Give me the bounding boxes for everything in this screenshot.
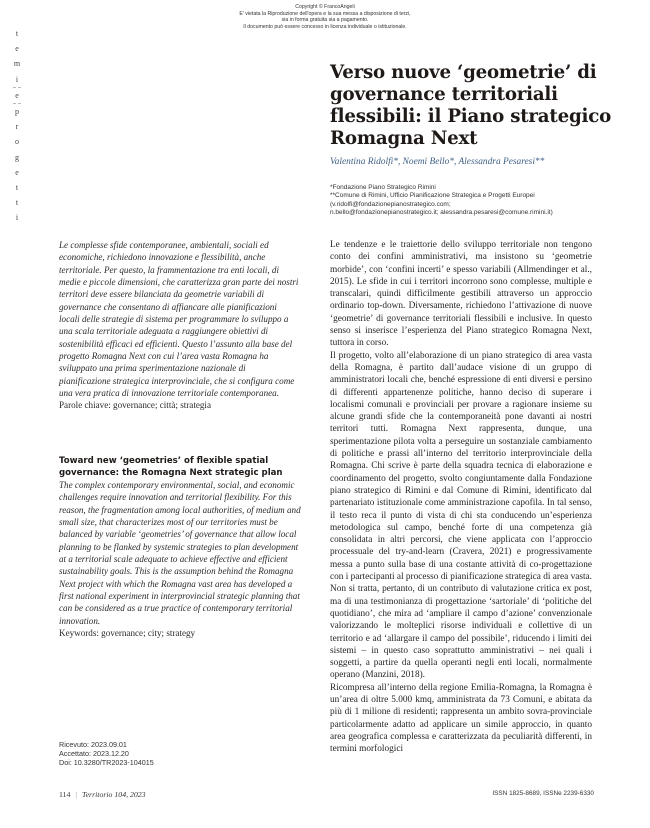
issn: ISSN 1825-8689, ISSNe 2239-6330 — [492, 790, 594, 797]
copyright-line: Il documento può essere concesso in licenza individuale o istituzionale. — [243, 23, 407, 30]
article-title: Verso nuove ‘geometrie’ di governance territoriali flessibili: il Piano strategico Romagna Next — [330, 62, 611, 149]
abstract-italian-text: Le complesse sfide contemporanee, ambientali, sociali ed economiche, richiedono innovazione e flessibilità, anche territoriale. Per questo, la frammentazione tra enti locali, di medie e piccole dimensioni, che caratterizza gran parte dei nostri territori deve essere bilanciata da geometrie variabili di governance che consentano di affiancare alle pianificazioni locali delle strategie di sistema per programmare lo sviluppo a una scala territoriale adeguata a raggiungere obiettivi di sostenibilità efficaci ed efficienti. Questo l’assunto alla base del progetto Romagna Next con cui l’area vasta Romagna ha sviluppato una prima sperimentazione nazionale di pianificazione strategica interprovinciale, che si configura come una vera pratica di innovazione territoriale contemporanea. — [59, 240, 299, 399]
abstract-english-title: Toward new ‘geometries’ of flexible spatial governance: the Romagna Next strategic plan — [59, 456, 283, 478]
body-paragraph: Il progetto, volto all’elaborazione di un piano strategico di area vasta della Romagna, è partito dall’audace visione di un gruppo di amministratori locali che, benché espressione di enti diversi e persino di differenti appartenenze politiche, hanno deciso di superare i localismi comunali e provinciali per provare a ragionare insieme su alcune grandi sfide che la contemporaneità pone davanti ai nostri territori tutti. Romagna Next rappresenta, dunque, una sperimentazione pilota volta a perseguire un sostanziale cambiamento di politiche e prassi all’interno del territorio interprovinciale della Romagna. Chi scrive è parte della squadra tecnica di elaborazione e coordinamento del progetto, svolto congiuntamente dalla Fondazione piano strategico di Rimini e dal Comune di Rimini, identificato dal partenariato istituzionale come amministrazione capofila. In tal senso, il testo reca il punto di vista di chi sta conducendo un’esperienza metodologica sul campo, benché forte di una competenza già consolidata in altri percorsi, che viene applicata con l’approccio processuale del try-and-learn (Cravera, 2021) e progressivamente messa a punto sulla base di una costante attività di co-progettazione con i partecipanti al processo di pianificazione strategica di area vasta. Non si tratta, pertanto, di un contributo di valutazione critica ex post, ma di una testimonianza di progettazione ‘sartoriale’ di ‘politiche del quotidiano’, che mira ad ‘ampliare il campo d’azione’ convenzionale valorizzando le molteplici risorse individuali e collettive di un territorio e ad ‘allargare il campo del possibile’, riducendo i limiti dei sistemi – in questo caso soprattutto amministrativi – nei quali i soggetti, a partire da quella operanti negli enti locali, normalmente operano (Manzini, 2018). — [330, 350, 593, 681]
footer-separator: | — [75, 790, 77, 799]
affiliation-email: n.bello@fondazionepianostrategico.it; alessandra.pesaresi@comune.rimini.it) — [330, 209, 553, 217]
doi: Doi: 10.3280/TR2023-104015 — [59, 757, 154, 767]
received-date: Ricevuto: 2023.09.01 — [59, 740, 127, 749]
article-dates — [59, 741, 259, 768]
affiliation-email: (v.ridolfi@fondazionepianostrategico.com; — [330, 200, 451, 208]
abstract-italian — [59, 239, 299, 412]
section-letter: t — [15, 198, 19, 208]
section-letter: e — [15, 90, 19, 100]
abstract-english — [59, 456, 304, 639]
section-letter: t — [15, 182, 19, 192]
section-letter: e — [15, 44, 19, 54]
section-letter: m — [13, 59, 21, 69]
copyright-line: E' vietata la Riproduzione dell'opera e la sua messa a disposizione di terzi, — [239, 10, 411, 17]
body-paragraph: Le tendenze e le traiettorie dello sviluppo territoriale non tengono conto dei confini amministrativi, ma insistono su ‘geometrie morbide’, con ‘confini incerti’ e spesso variabili (Allmendinger et al., 2015). Le sfide in cui i territori incorrono sono complesse, multiple e transcalari, quindi difficilmente gestibili attraverso un approccio ordinario top-down. Diversamente, richiedono l’attivazione di nuove ‘geometrie’ di governance territoriali flessibili e inclusive. In questo senso si inserisce l’esperienza del Piano strategico Romagna Next, tuttora in corso. — [330, 240, 592, 349]
section-letter: o — [15, 137, 19, 147]
magazine-name: Territorio 104, 2023 — [81, 790, 146, 799]
page-number: 114 — [59, 790, 71, 799]
affiliation-line: **Comune di Rimini, Ufficio Pianificazione Strategica e Progetti Europei — [330, 192, 535, 200]
accepted-date: Accettato: 2023.12.20 — [59, 748, 129, 758]
section-letter: i — [15, 213, 19, 223]
body-text — [330, 239, 592, 755]
page-footer-left — [59, 790, 146, 799]
keywords-italian: Parole chiave: governance; città; strategia — [59, 400, 211, 411]
copyright-line: Copyright © FrancoAngeli — [295, 4, 355, 10]
section-letter: g — [15, 152, 19, 162]
section-label-vertical — [10, 26, 24, 225]
copyright-notice — [0, 4, 650, 30]
section-letter: i — [15, 74, 19, 84]
section-letter: t — [15, 29, 19, 38]
affiliation-line: *Fondazione Piano Strategico Rimini — [330, 184, 436, 191]
section-letter: e — [15, 167, 19, 177]
keywords-english: Keywords: governance; city; strategy — [59, 628, 196, 639]
section-letter: p — [15, 106, 19, 116]
author-affiliations — [330, 184, 630, 218]
article-authors: Valentina Ridolfi*, Noemi Bello*, Alessandra Pesaresi** — [330, 157, 545, 167]
section-letter: r — [15, 122, 19, 132]
body-paragraph: Ricompresa all’interno della regione Emilia-Romagna, la Romagna è un’area di oltre 5.000 kmq, amministrata da 73 Comuni, e abitata da più di 1 milione di residenti; rappresenta un ambito sovra-provinciale particolarmente adatto ad applicare un simile approccio, in quanto area geografica complessa e caratterizzata da peculiarità differenti, in termini morfologici — [330, 682, 592, 755]
copyright-line: sia in forma gratuita sia a pagamento. — [281, 17, 369, 24]
abstract-english-text: The complex contemporary environmental, social, and economic challenges require innovation and territorial flexibility. For this reason, the fragmentation among local authorities, of medium and small size, that characterizes most of our territories must be balanced by variable ‘geometries’ of governance that allow local planning to be flanked by systemic strategies to plan development at a territorial scale adequate to achieve effective and efficient sustainability goals. This is the assumption behind the Romagna Next project with which the Romagna vast area has developed a first national experiment in interprovincial strategic planning that can be considered as a true practice of contemporary territorial innovation. — [59, 480, 301, 626]
